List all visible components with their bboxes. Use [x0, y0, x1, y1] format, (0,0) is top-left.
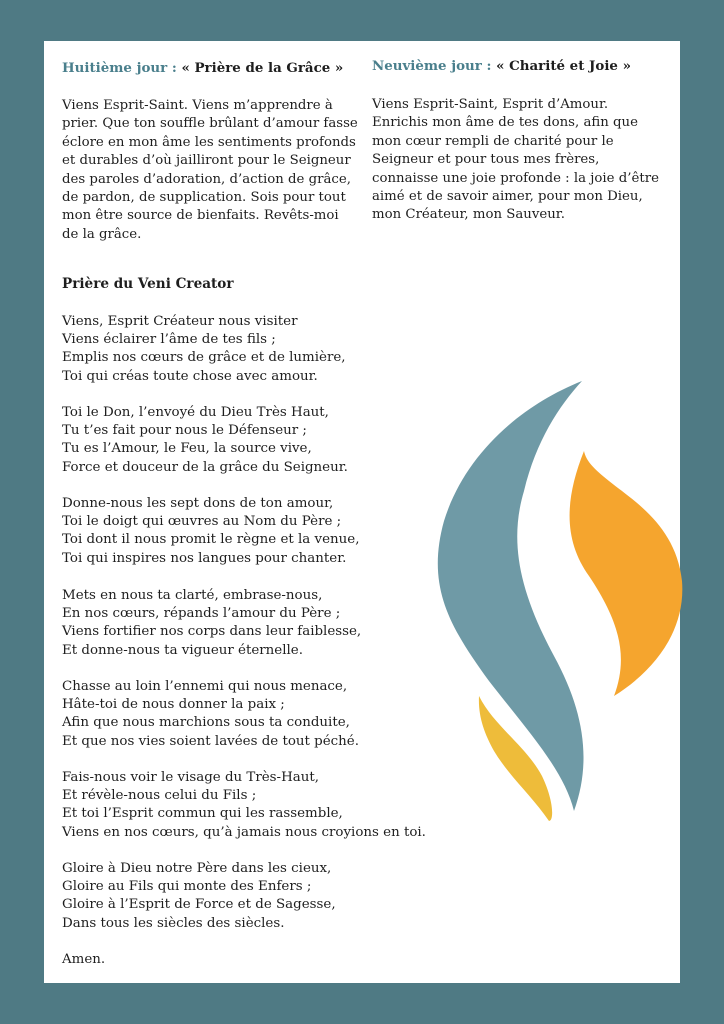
hymn-stanza — [62, 678, 359, 751]
hymn-line: Emplis nos cœurs de grâce et de lumière, — [62, 350, 346, 366]
hymn-line: Toi qui créas toute chose avec amour. — [62, 368, 318, 384]
hymn-line: Viens éclairer l’âme de tes fils ; — [62, 332, 276, 348]
hymn-line: Fais-nous voir le visage du Très-Haut, — [62, 770, 319, 785]
day9-heading — [372, 58, 631, 75]
hymn-stanza — [62, 769, 426, 842]
day9-prayer-text: Viens Esprit-Saint, Esprit d’Amour. Enrichis mon âme de tes dons, afin que mon cœur rempli de charité pour le Seigneur et pour tous mes frères, connaisse une joie profonde : la joie d’être aimé et de savoir aimer, pour mon Dieu, mon Créateur, mon Sauveur. — [372, 97, 659, 223]
hymn-amen: Amen. — [62, 952, 106, 967]
hymn-line: Et toi l’Esprit commun qui les rassemble, — [62, 806, 343, 822]
hymn-line: Dans tous les siècles des siècles. — [62, 915, 285, 931]
hymn-line: Viens fortifier nos corps dans leur faiblesse, — [62, 624, 362, 640]
hymn-line: Force et douceur de la grâce du Seigneur. — [62, 459, 348, 475]
hymn-line: Gloire à Dieu notre Père dans les cieux, — [62, 861, 332, 876]
hymn-line: Viens, Esprit Créateur nous visiter — [62, 314, 298, 329]
hymn-line: Mets en nous ta clarté, embrase-nous, — [62, 588, 323, 603]
hymn-title: Prière du Veni Creator — [62, 276, 234, 292]
hymn-line: Viens en nos cœurs, qu’à jamais nous croyions en toi. — [62, 824, 426, 840]
hymn-stanza — [62, 313, 346, 386]
hymn-line: Tu t’es fait pour nous le Défenseur ; — [62, 423, 307, 439]
hymn-line: Gloire à l’Esprit de Force et de Sagesse, — [62, 897, 336, 913]
hymn-stanza — [62, 860, 336, 933]
hymn-line: Toi le doigt qui œuvres au Nom du Père ; — [62, 514, 342, 530]
hymn-line: Toi le Don, l’envoyé du Dieu Très Haut, — [62, 405, 329, 420]
hymn-line: Donne-nous les sept dons de ton amour, — [62, 496, 334, 511]
day9-heading-lead: Neuvième jour : — [372, 58, 497, 74]
flame-orange-shape — [570, 451, 683, 696]
hymn-line: Tu es l’Amour, le Feu, la source vive, — [62, 441, 312, 457]
hymn-line: Et que nos vies soient lavées de tout péché. — [62, 733, 359, 749]
hymn-line: Hâte-toi de nous donner la paix ; — [62, 697, 285, 713]
hymn-line: Et donne-nous ta vigueur éternelle. — [62, 642, 303, 658]
hymn-line: Et révèle-nous celui du Fils ; — [62, 788, 257, 804]
day9-heading-name: « Charité et Joie » — [496, 58, 631, 74]
holy-spirit-flame-icon — [414, 381, 684, 821]
hymn-line: Chasse au loin l’ennemi qui nous menace, — [62, 679, 348, 694]
hymn-line: Toi dont il nous promit le règne et la venue, — [62, 532, 360, 548]
hymn-stanza — [62, 495, 359, 568]
hymn-line: Gloire au Fils qui monte des Enfers ; — [62, 879, 312, 895]
hymn-line: Afin que nous marchions sous ta conduite, — [62, 715, 350, 731]
day8-prayer-text: Viens Esprit-Saint. Viens m’apprendre à prier. Que ton souffle brûlant d’amour fasse éclore en mon âme les sentiments profonds et durables d’où jailliront pour le Seigneur des paroles d’adoration, d’action de grâce, de pardon, de supplication. Sois pour tout mon être source de bienfaits. Revêts-moi de la grâce. — [62, 98, 358, 242]
day8-heading — [62, 60, 343, 77]
day8-heading-lead: Huitième jour : — [62, 60, 182, 76]
hymn-stanza — [62, 404, 348, 477]
prayer-page — [44, 41, 680, 983]
day8-heading-name: « Prière de la Grâce » — [181, 60, 344, 76]
hymn-line: Toi qui inspires nos langues pour chanter. — [62, 550, 347, 566]
hymn-line: En nos cœurs, répands l’amour du Père ; — [62, 606, 341, 622]
hymn-stanza — [62, 587, 361, 660]
